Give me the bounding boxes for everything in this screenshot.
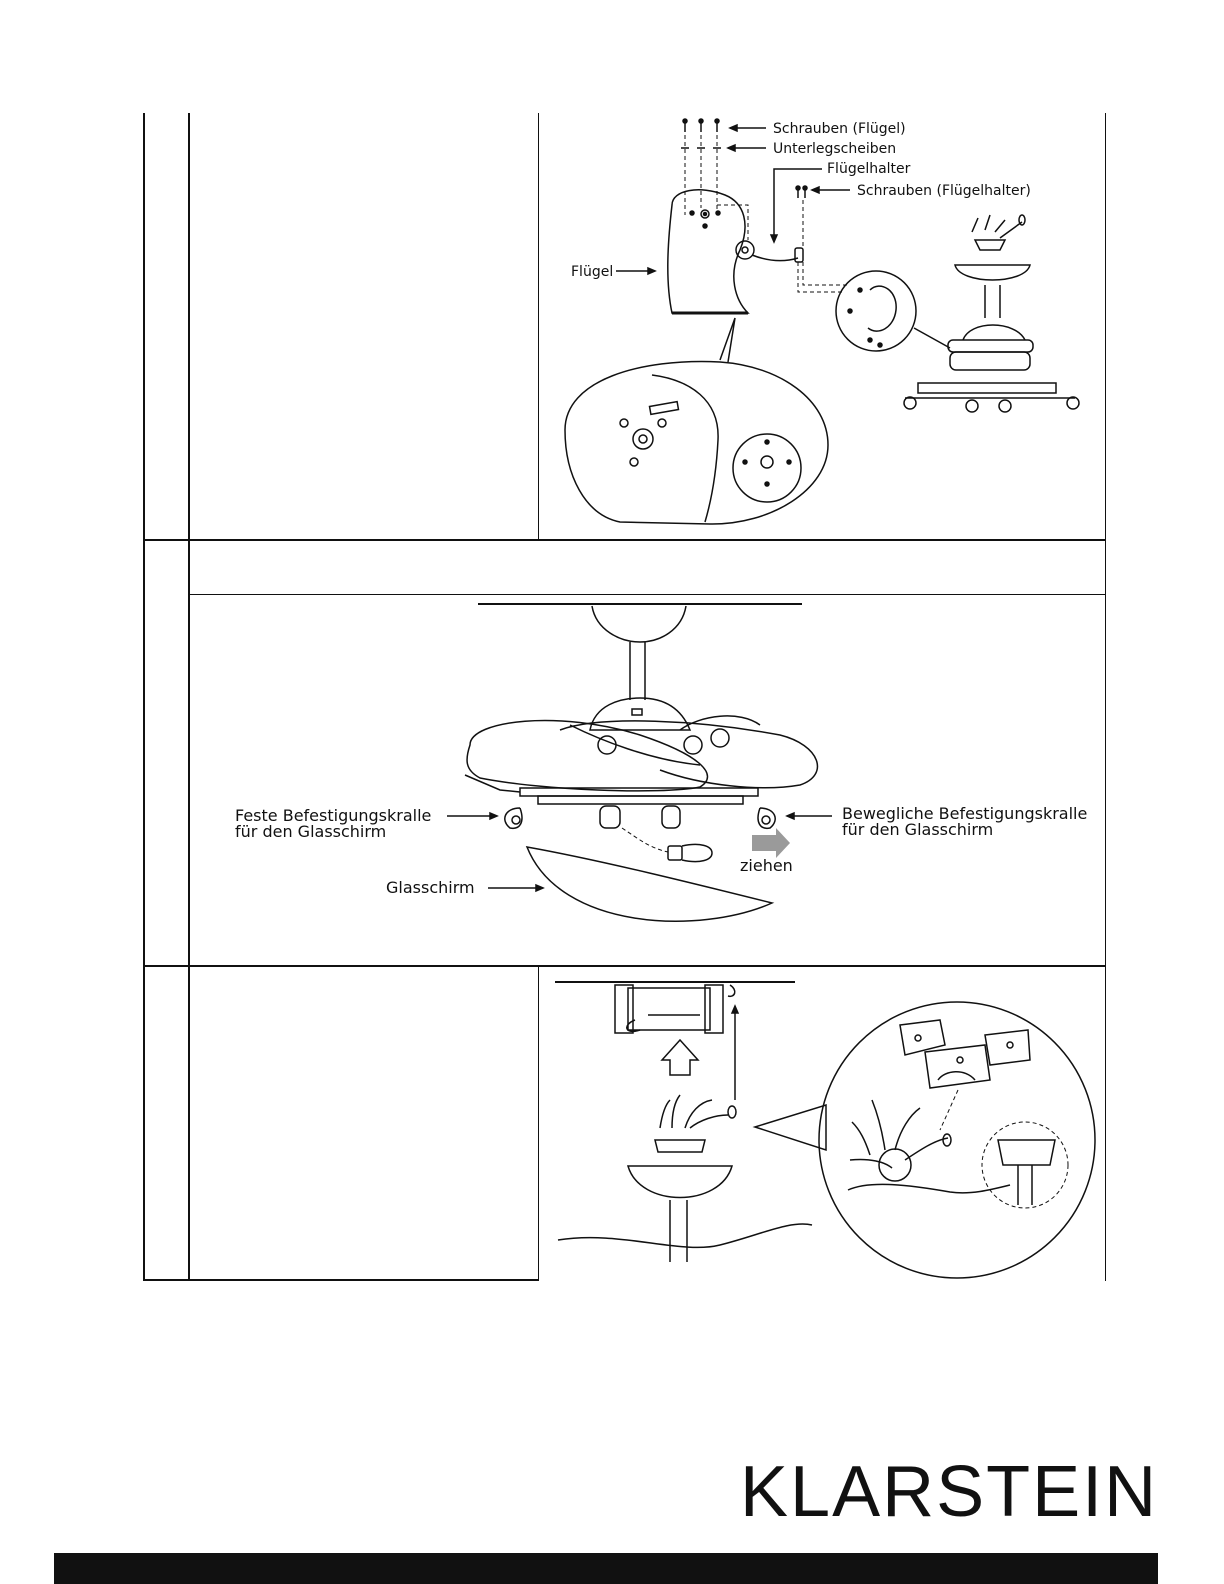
row2-sub-divider bbox=[188, 594, 1106, 595]
label-blade-holder: Flügelhalter bbox=[827, 161, 911, 177]
blade-assembly-drawing bbox=[540, 113, 1105, 538]
row3-divider bbox=[538, 966, 539, 1281]
mounting-bracket-drawing bbox=[540, 968, 1105, 1278]
pull-arrow bbox=[752, 828, 790, 858]
row1-bottom bbox=[143, 539, 1106, 541]
label-fixed-claw-line1: Feste Befestigungskralle bbox=[235, 806, 432, 825]
label-blade: Flügel bbox=[571, 264, 614, 280]
label-pull: ziehen bbox=[740, 856, 793, 875]
brand-logo: KLARSTEIN bbox=[740, 1452, 1159, 1532]
label-movable-claw-line2: für den Glasschirm bbox=[842, 820, 994, 839]
glass-shade-drawing bbox=[190, 596, 1104, 964]
row1-divider bbox=[538, 113, 539, 540]
label-glass-shade: Glasschirm bbox=[386, 878, 475, 897]
row2-bottom bbox=[143, 965, 1106, 967]
label-screws-blade: Schrauben (Flügel) bbox=[773, 121, 906, 137]
table-bottom bbox=[143, 1279, 539, 1281]
label-screws-holder: Schrauben (Flügelhalter) bbox=[857, 183, 1031, 199]
label-fixed-claw-line2: für den Glasschirm bbox=[235, 822, 387, 841]
table-border-left bbox=[143, 113, 145, 1281]
table-border-right bbox=[1105, 113, 1106, 1281]
footer-bar bbox=[54, 1553, 1158, 1584]
label-washers: Unterlegscheiben bbox=[773, 141, 897, 157]
label-movable-claw-line1: Bewegliche Befestigungskralle bbox=[842, 804, 1088, 823]
